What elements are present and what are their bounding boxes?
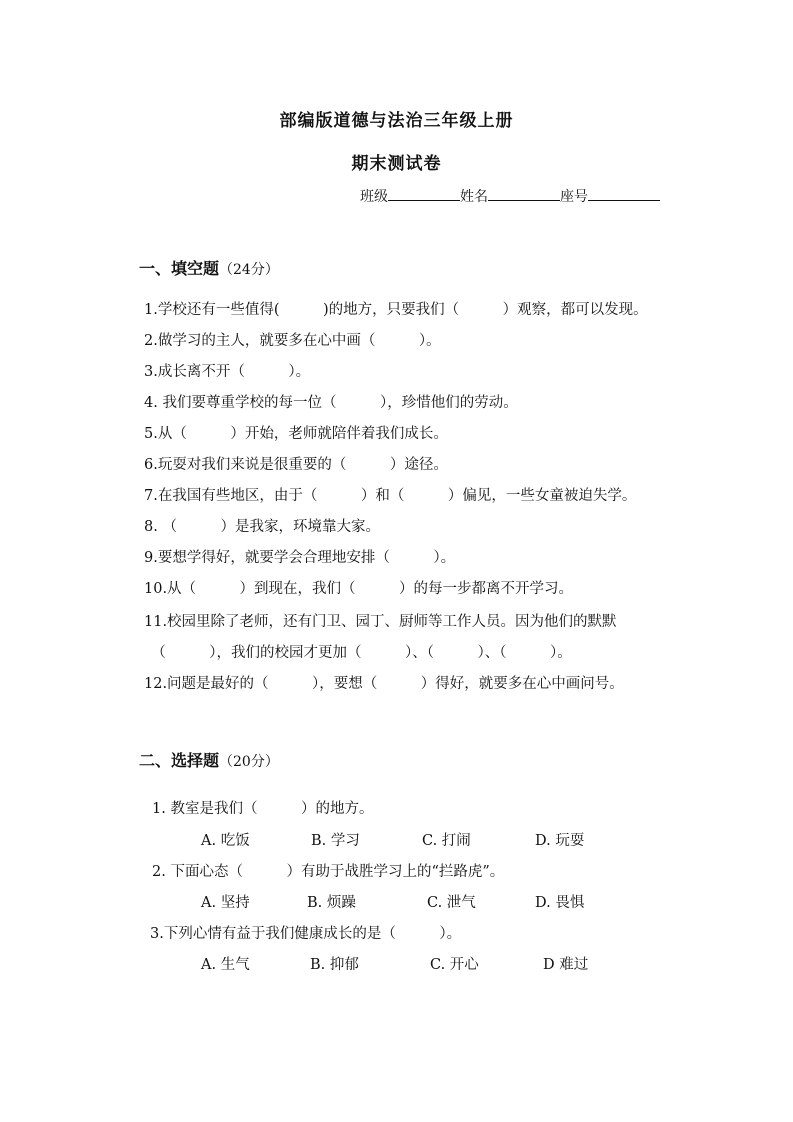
fill-question: 5.从（ ）开始，老师就陪伴着我们成长。 xyxy=(144,426,448,442)
fill-question: 3.成长离不开（ ）。 xyxy=(144,364,311,380)
option-a: A. 生气 xyxy=(201,957,250,973)
fill-question: 7.在我国有些地区，由于（ ）和（ ）偏见，一些女童被迫失学。 xyxy=(144,488,637,504)
choice-options xyxy=(201,953,588,974)
seat-label: 座号 xyxy=(560,189,588,205)
section-score: （20分） xyxy=(219,754,279,770)
fill-question: 1.学校还有一些值得( )的地方，只要我们（ ）观察，都可以发现。 xyxy=(144,302,648,318)
option-b: B. 烦躁 xyxy=(307,895,356,911)
option-c: C. 泄气 xyxy=(427,895,476,911)
option-c: C. 打闹 xyxy=(422,833,471,849)
option-a: A. 坚持 xyxy=(201,895,250,911)
fill-question: 8. （ ）是我家，环境靠大家。 xyxy=(144,519,380,535)
choice-question: 1. 教室是我们（ ）的地方。 xyxy=(152,801,374,817)
option-b: B. 学习 xyxy=(311,833,360,849)
option-d: D. 畏惧 xyxy=(535,895,585,911)
student-info-row xyxy=(360,186,660,206)
exam-subtitle: 期末测试卷 xyxy=(351,154,442,174)
fill-question: 6.玩耍对我们来说是很重要的（ ）途径。 xyxy=(144,457,448,473)
choice-options xyxy=(201,829,584,850)
fill-question: 4. 我们要尊重学校的每一位（ ），珍惜他们的劳动。 xyxy=(144,395,518,411)
choice-question: 3.下列心情有益于我们健康成长的是（ ）。 xyxy=(150,926,462,942)
seat-blank xyxy=(588,187,660,201)
choice-question: 2. 下面心态（ ）有助于战胜学习上的“拦路虎”。 xyxy=(152,864,505,880)
section-heading-fill-in xyxy=(139,256,279,279)
section-title: 二、选择题 xyxy=(139,751,220,770)
fill-question: 10.从（ ）到现在，我们（ ）的每一步都离不开学习。 xyxy=(144,581,574,597)
fill-question: 11.校园里除了老师，还有门卫、园丁、厨师等工作人员。因为他们的默默 xyxy=(144,614,617,630)
name-blank xyxy=(488,187,560,201)
option-b: B. 抑郁 xyxy=(310,957,359,973)
exam-title: 部编版道德与法治三年级上册 xyxy=(279,111,514,131)
option-d: D. 玩耍 xyxy=(535,833,585,849)
option-d: D 难过 xyxy=(543,957,589,973)
section-score: （24分） xyxy=(219,262,279,278)
fill-question: 12.问题是最好的（ ），要想（ ）得好，就要多在心中画问号。 xyxy=(144,676,624,692)
option-c: C. 开心 xyxy=(430,957,479,973)
fill-question: 9.要想学得好，就要学会合理地安排（ ）。 xyxy=(144,550,456,566)
section-title: 一、填空题 xyxy=(139,259,220,278)
fill-question: 2.做学习的主人，就要多在心中画（ ）。 xyxy=(144,333,441,349)
section-heading-multiple-choice xyxy=(139,748,279,771)
option-a: A. 吃饭 xyxy=(201,833,250,849)
name-label: 姓名 xyxy=(460,189,488,205)
fill-question-continued: （ ），我们的校园才更加（ ）、（ ）、（ ）。 xyxy=(144,645,572,661)
class-label: 班级 xyxy=(360,189,388,205)
choice-options xyxy=(201,891,584,912)
class-blank xyxy=(388,187,460,201)
